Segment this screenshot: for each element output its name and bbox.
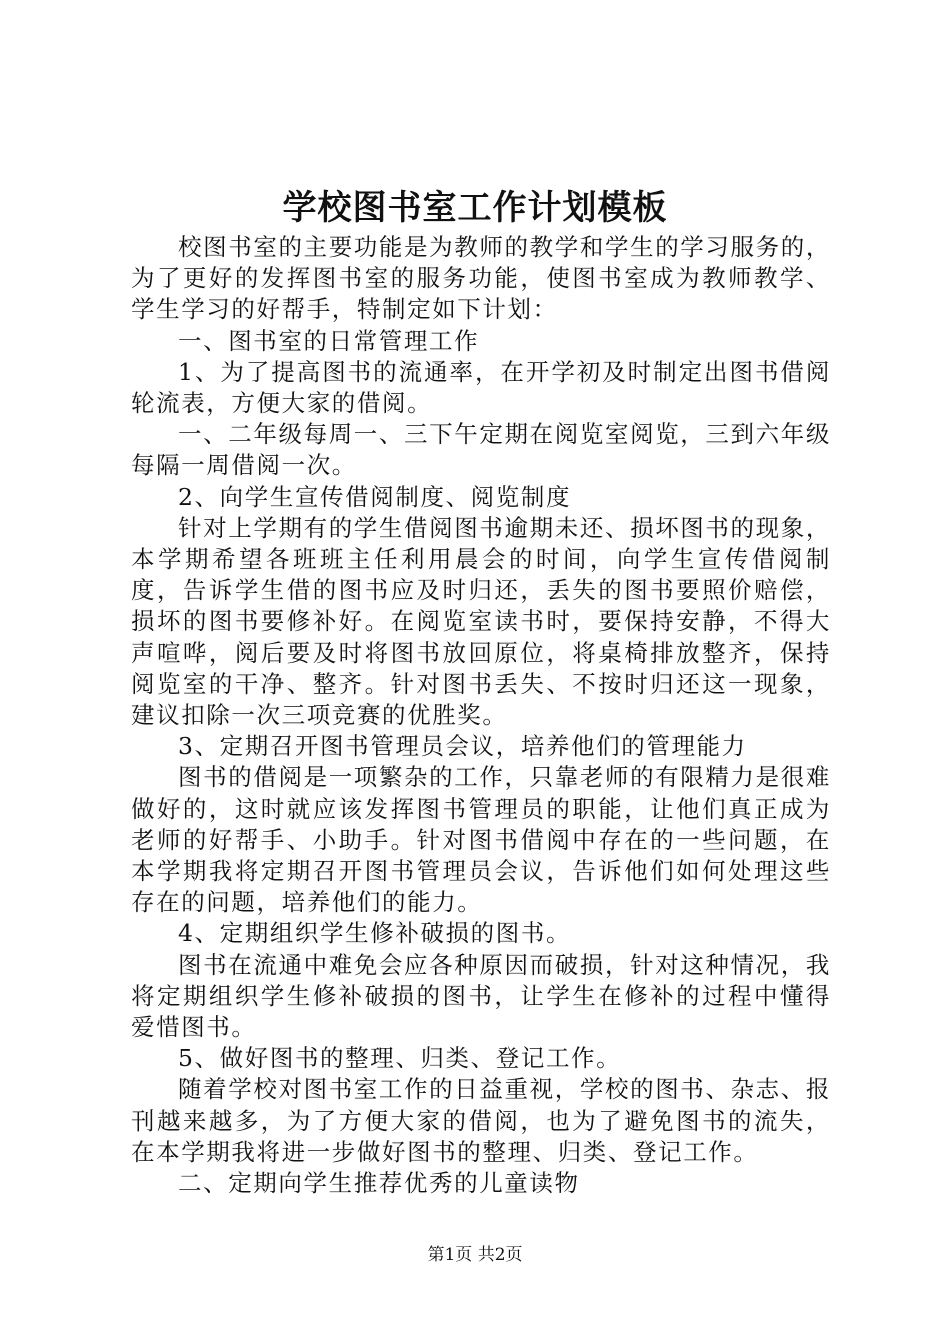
- item-heading-1: 1、为了提高图书的流通率，在开学初及时制定出图书借阅轮流表，方便大家的借阅。: [131, 357, 831, 418]
- item-heading-2: 2、向学生宣传借阅制度、阅览制度: [178, 482, 572, 511]
- section-heading-2: 二、定期向学生推荐优秀的儿童读物: [178, 1169, 580, 1198]
- paragraph: 一、二年级每周一、三下午定期在阅览室阅览，三到六年级每隔一周借阅一次。: [131, 420, 831, 480]
- paragraph: 图书的借阅是一项繁杂的工作，只靠老师的有限精力是很难做好的，这时就应该发挥图书管理员的职能，让他们真正成为老师的好帮手、小助手。针对图书借阅中存在的一些问题，在本学期我将定期召开图书管理员会议，告诉他们如何处理这些存在的问题，培养他们的能力。: [131, 763, 831, 917]
- section-heading-1: 一、图书室的日常管理工作: [178, 326, 480, 355]
- paragraph: 针对上学期有的学生借阅图书逾期未还、损坏图书的现象，本学期希望各班班主任利用晨会的时间，向学生宣传借阅制度，告诉学生借的图书应及时归还，丢失的图书要照价赔偿，损坏的图书要修补好。在阅览室读书时，要保持安静，不得大声喧哗，阅后要及时将图书放回原位，将桌椅排放整齐，保持阅览室的干净、整齐。针对图书丢失、不按时归还这一现象，建议扣除一次三项竞赛的优胜奖。: [131, 513, 831, 730]
- item-heading-5: 5、做好图书的整理、归类、登记工作。: [178, 1044, 622, 1073]
- page-indicator: 第1页 共2页: [427, 1245, 523, 1265]
- paragraph-intro: 校图书室的主要功能是为教师的教学和学生的学习服务的，为了更好的发挥图书室的服务功能，使图书室成为教师教学、学生学习的好帮手，特制定如下计划：: [131, 233, 831, 324]
- paragraph: 图书在流通中难免会应各种原因而破损，针对这种情况，我将定期组织学生修补破损的图书，让学生在修补的过程中懂得爱惜图书。: [131, 950, 831, 1042]
- item-heading-3: 3、定期召开图书管理员会议，培养他们的管理能力: [178, 732, 747, 761]
- document-title: 学校图书室工作计划模板: [282, 188, 668, 228]
- paragraph: 随着学校对图书室工作的日益重视，学校的图书、杂志、报刊越来越多，为了方便大家的借阅，也为了避免图书的流失，在本学期我将进一步做好图书的整理、归类、登记工作。: [131, 1075, 831, 1166]
- item-heading-4: 4、定期组织学生修补破损的图书。: [178, 919, 572, 948]
- document-body: [131, 232, 831, 1199]
